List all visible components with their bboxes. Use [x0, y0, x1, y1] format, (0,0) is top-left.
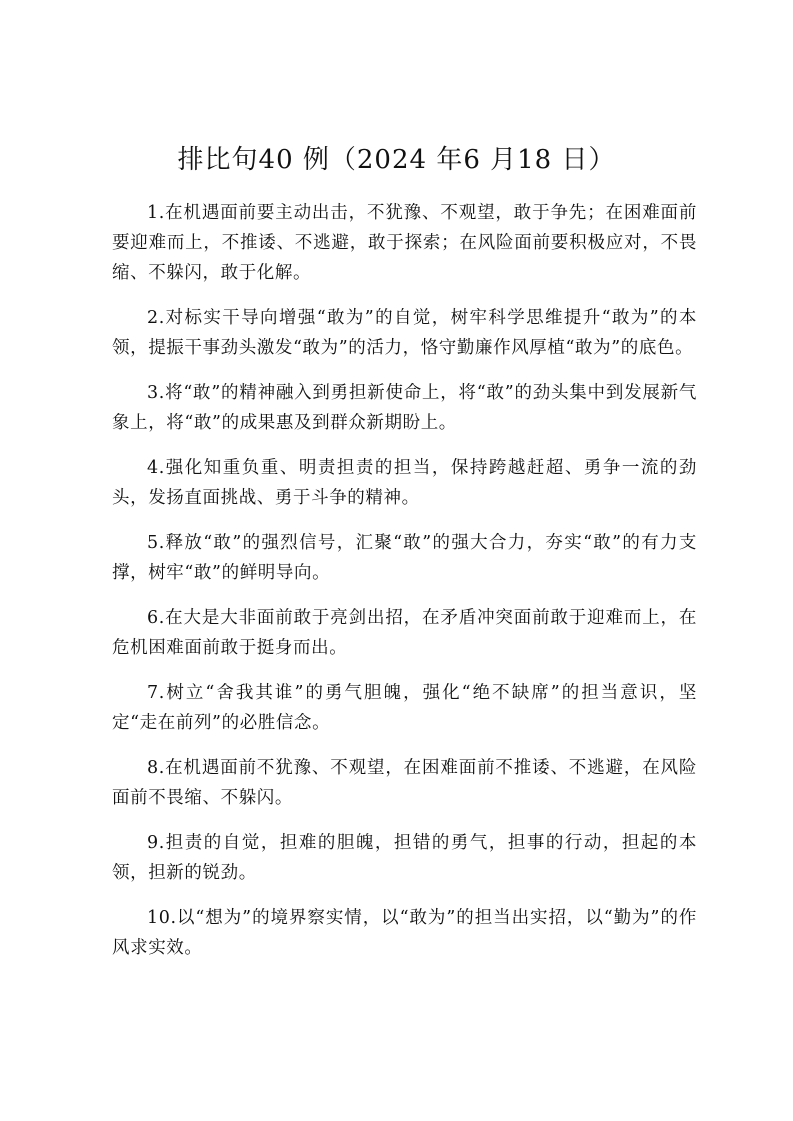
- paragraph-8: 8.在机遇面前不犹豫、不观望，在困难面前不推诿、不逃避，在风险面前不畏缩、不躲闪。: [112, 758, 697, 808]
- paragraph-9: 9.担责的自觉，担难的胆魄，担错的勇气，担事的行动，担起的本领，担新的锐劲。: [112, 833, 697, 883]
- paragraph-7: 7.树立“舍我其谁”的勇气胆魄，强化“绝不缺席”的担当意识，坚定“走在前列”的必胜信念。: [112, 683, 697, 733]
- paragraph-2: 2.对标实干导向增强“敢为”的自觉，树牢科学思维提升“敢为”的本领，提振干事劲头激发“敢为”的活力，恪守勤廉作风厚植“敢为”的底色。: [112, 308, 697, 358]
- paragraph-5: 5.释放“敢”的强烈信号，汇聚“敢”的强大合力，夯实“敢”的有力支撑，树牢“敢”的鲜明导向。: [112, 533, 697, 583]
- paragraph-6: 6.在大是大非面前敢于亮剑出招，在矛盾冲突面前敢于迎难而上，在危机困难面前敢于挺身而出。: [112, 608, 697, 658]
- paragraph-10: 10.以“想为”的境界察实情，以“敢为”的担当出实招，以“勤为”的作风求实效。: [112, 908, 697, 958]
- paragraph-1: 1.在机遇面前要主动出击，不犹豫、不观望，敢于争先；在困难面前要迎难而上，不推诿、不逃避，敢于探索；在风险面前要积极应对，不畏缩、不躲闪，敢于化解。: [112, 203, 697, 283]
- paragraph-3: 3.将“敢”的精神融入到勇担新使命上，将“敢”的劲头集中到发展新气象上，将“敢”的成果惠及到群众新期盼上。: [112, 383, 697, 433]
- document-title: 排比句40 例（2024 年6 月18 日）: [177, 145, 616, 175]
- document-body: [112, 198, 697, 978]
- paragraph-4: 4.强化知重负重、明责担责的担当，保持跨越赶超、勇争一流的劲头，发扬直面挑战、勇于斗争的精神。: [112, 458, 697, 508]
